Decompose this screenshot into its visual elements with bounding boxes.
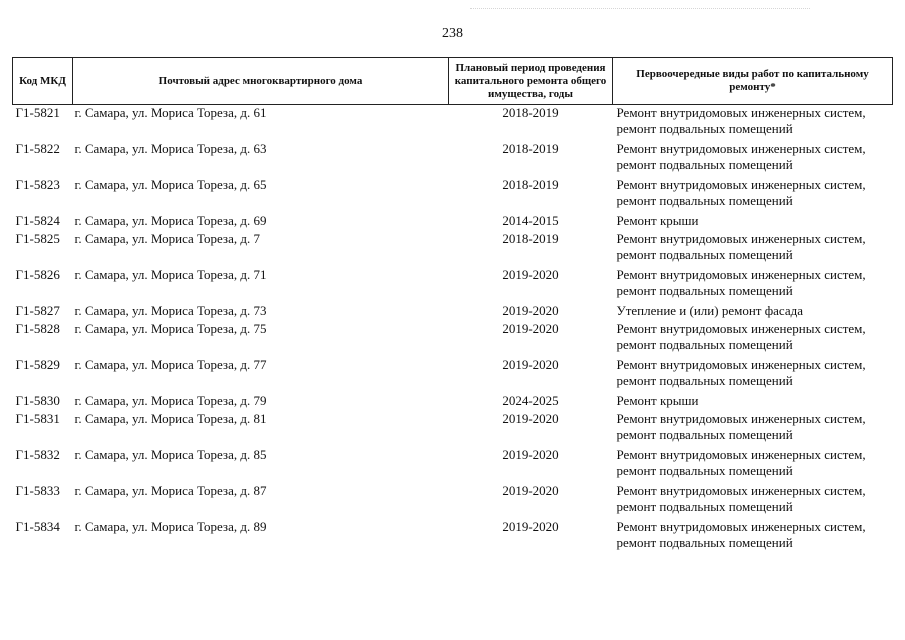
cell-code: Г1-5822 bbox=[15, 141, 60, 156]
cell-period: 2019-2020 bbox=[502, 411, 559, 426]
cell-address: г. Самара, ул. Мориса Тореза, д. 79 bbox=[74, 393, 267, 408]
table-row bbox=[13, 213, 893, 231]
cell-works: Ремонт внутридомовых инженерных систем, ремонт подвальных помещений bbox=[616, 519, 866, 550]
cell-code: Г1-5828 bbox=[15, 321, 60, 336]
cell-code: Г1-5826 bbox=[15, 267, 60, 282]
cell-address: г. Самара, ул. Мориса Тореза, д. 69 bbox=[74, 213, 267, 228]
cell-address: г. Самара, ул. Мориса Тореза, д. 81 bbox=[74, 411, 267, 426]
cell-address: г. Самара, ул. Мориса Тореза, д. 89 bbox=[74, 519, 267, 534]
cell-code: Г1-5829 bbox=[15, 357, 60, 372]
cell-code: Г1-5830 bbox=[15, 393, 60, 408]
cell-period: 2019-2020 bbox=[502, 483, 559, 498]
cell-works: Ремонт внутридомовых инженерных систем, ремонт подвальных помещений bbox=[616, 105, 866, 136]
cell-works: Ремонт крыши bbox=[616, 213, 699, 228]
cell-address: г. Самара, ул. Мориса Тореза, д. 87 bbox=[74, 483, 267, 498]
cell-period: 2018-2019 bbox=[502, 177, 559, 192]
cell-period: 2018-2019 bbox=[502, 231, 559, 246]
table-header bbox=[13, 58, 893, 105]
cell-code: Г1-5833 bbox=[15, 483, 60, 498]
cell-address: г. Самара, ул. Мориса Тореза, д. 85 bbox=[74, 447, 267, 462]
cell-works: Утепление и (или) ремонт фасада bbox=[616, 303, 803, 318]
table-row bbox=[13, 483, 893, 519]
table-row bbox=[13, 141, 893, 177]
cell-works: Ремонт внутридомовых инженерных систем, ремонт подвальных помещений bbox=[616, 411, 866, 442]
cell-period: 2019-2020 bbox=[502, 519, 559, 534]
header-address: Почтовый адрес многоквартирного дома bbox=[73, 58, 449, 105]
table-row bbox=[13, 447, 893, 483]
cell-period: 2019-2020 bbox=[502, 447, 559, 462]
cell-address: г. Самара, ул. Мориса Тореза, д. 61 bbox=[74, 105, 267, 120]
table-row bbox=[13, 231, 893, 267]
cell-period: 2019-2020 bbox=[502, 267, 559, 282]
table-row bbox=[13, 519, 893, 555]
header-period: Плановый период проведения капитального ремонта общего имущества, годы bbox=[449, 58, 613, 105]
table-row bbox=[13, 357, 893, 393]
cell-address: г. Самара, ул. Мориса Тореза, д. 77 bbox=[74, 357, 267, 372]
cell-period: 2019-2020 bbox=[502, 303, 559, 318]
cell-works: Ремонт внутридомовых инженерных систем, ремонт подвальных помещений bbox=[616, 321, 866, 352]
document-sheet bbox=[12, 57, 892, 555]
cell-code: Г1-5831 bbox=[15, 411, 60, 426]
table-row bbox=[13, 393, 893, 411]
cell-period: 2024-2025 bbox=[502, 393, 559, 408]
repair-schedule-table bbox=[12, 57, 893, 555]
cell-address: г. Самара, ул. Мориса Тореза, д. 65 bbox=[74, 177, 267, 192]
cell-code: Г1-5824 bbox=[15, 213, 60, 228]
table-row bbox=[13, 303, 893, 321]
table-row bbox=[13, 267, 893, 303]
cell-code: Г1-5821 bbox=[15, 105, 60, 120]
cell-address: г. Самара, ул. Мориса Тореза, д. 63 bbox=[74, 141, 267, 156]
table-body bbox=[13, 105, 893, 556]
cell-period: 2019-2020 bbox=[502, 357, 559, 372]
cell-code: Г1-5832 bbox=[15, 447, 60, 462]
table-row bbox=[13, 105, 893, 142]
table-row bbox=[13, 177, 893, 213]
page-number: 238 bbox=[442, 26, 463, 41]
cell-period: 2019-2020 bbox=[502, 321, 559, 336]
scan-artifact bbox=[470, 8, 810, 11]
cell-address: г. Самара, ул. Мориса Тореза, д. 75 bbox=[74, 321, 267, 336]
cell-period: 2014-2015 bbox=[502, 213, 559, 228]
cell-works: Ремонт крыши bbox=[616, 393, 699, 408]
cell-period: 2018-2019 bbox=[502, 141, 559, 156]
cell-code: Г1-5827 bbox=[15, 303, 60, 318]
cell-code: Г1-5823 bbox=[15, 177, 60, 192]
cell-address: г. Самара, ул. Мориса Тореза, д. 7 bbox=[74, 231, 260, 246]
cell-works: Ремонт внутридомовых инженерных систем, ремонт подвальных помещений bbox=[616, 141, 866, 172]
cell-code: Г1-5834 bbox=[15, 519, 60, 534]
header-works: Первоочередные виды работ по капитальному ремонту* bbox=[613, 58, 893, 105]
cell-works: Ремонт внутридомовых инженерных систем, ремонт подвальных помещений bbox=[616, 357, 866, 388]
header-code: Код МКД bbox=[13, 58, 73, 105]
cell-works: Ремонт внутридомовых инженерных систем, ремонт подвальных помещений bbox=[616, 177, 866, 208]
cell-works: Ремонт внутридомовых инженерных систем, ремонт подвальных помещений bbox=[616, 483, 866, 514]
cell-works: Ремонт внутридомовых инженерных систем, ремонт подвальных помещений bbox=[616, 447, 866, 478]
cell-period: 2018-2019 bbox=[502, 105, 559, 120]
cell-works: Ремонт внутридомовых инженерных систем, ремонт подвальных помещений bbox=[616, 231, 866, 262]
cell-address: г. Самара, ул. Мориса Тореза, д. 73 bbox=[74, 303, 267, 318]
table-row bbox=[13, 321, 893, 357]
cell-address: г. Самара, ул. Мориса Тореза, д. 71 bbox=[74, 267, 267, 282]
table-row bbox=[13, 411, 893, 447]
cell-code: Г1-5825 bbox=[15, 231, 60, 246]
cell-works: Ремонт внутридомовых инженерных систем, ремонт подвальных помещений bbox=[616, 267, 866, 298]
